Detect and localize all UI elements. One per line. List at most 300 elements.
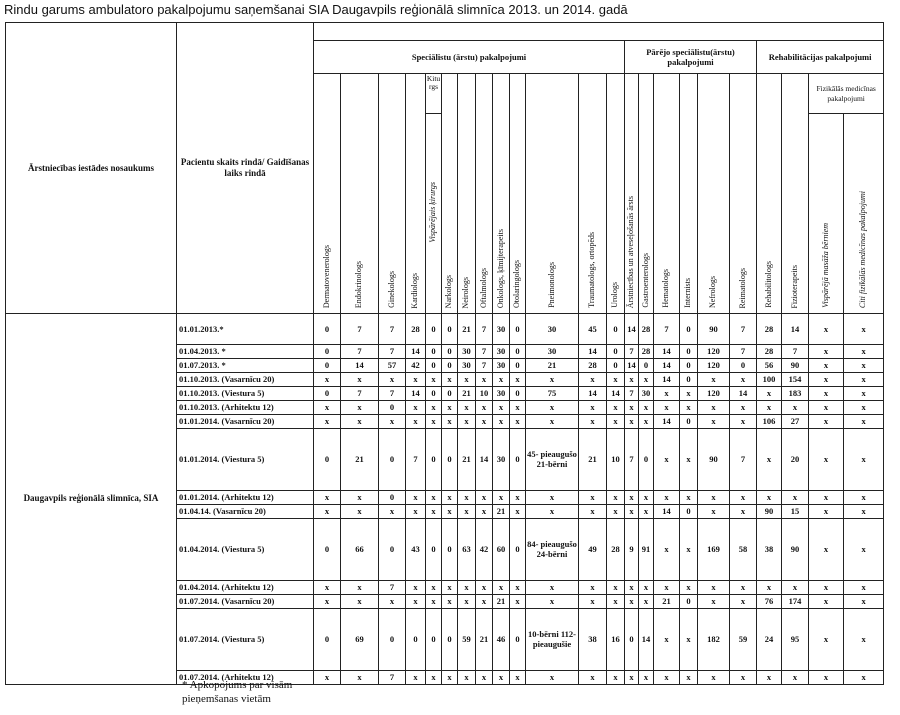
table-cell: x: [426, 671, 442, 685]
table-cell: 59: [458, 609, 476, 671]
table-cell: x: [314, 415, 341, 429]
footnote: [182, 679, 292, 707]
table-cell: 45- pieaugušo 21-bērni: [526, 429, 579, 491]
table-cell: x: [844, 609, 884, 671]
table-cell: x: [442, 581, 458, 595]
table-cell: 90: [757, 505, 782, 519]
table-cell: x: [844, 345, 884, 359]
table-cell: x: [639, 415, 654, 429]
table-cell: 45: [579, 314, 607, 345]
table-cell: x: [607, 415, 625, 429]
table-cell: x: [406, 595, 426, 609]
table-cell: x: [458, 401, 476, 415]
table-cell: x: [654, 609, 680, 671]
table-cell: 69: [341, 609, 379, 671]
kitu-subheader: Kitu rgs: [426, 74, 442, 114]
table-cell: 120: [698, 387, 730, 401]
table-cell: 7: [730, 314, 757, 345]
table-cell: x: [698, 581, 730, 595]
table-cell: x: [458, 491, 476, 505]
table-cell: 120: [698, 359, 730, 373]
table-cell: x: [654, 387, 680, 401]
table-cell: x: [680, 401, 698, 415]
col-header-0: Dermatovenerologs: [314, 74, 341, 314]
table-cell: x: [406, 671, 426, 685]
table-cell: x: [442, 491, 458, 505]
table-cell: x: [476, 491, 493, 505]
row-label: 01.10.2013. (Viestura 5): [177, 387, 314, 401]
table-cell: x: [510, 581, 526, 595]
table-cell: 0: [406, 609, 426, 671]
table-cell: x: [476, 581, 493, 595]
table-cell: x: [406, 491, 426, 505]
table-cell: 21: [493, 595, 510, 609]
table-cell: 0: [510, 314, 526, 345]
table-cell: 0: [442, 387, 458, 401]
table-cell: 30: [458, 345, 476, 359]
table-cell: x: [809, 415, 844, 429]
table-cell: 0: [379, 401, 406, 415]
table-cell: 0: [680, 595, 698, 609]
table-cell: x: [579, 595, 607, 609]
table-cell: 14: [625, 359, 639, 373]
table-cell: 0: [510, 359, 526, 373]
table-cell: x: [406, 505, 426, 519]
table-cell: x: [680, 519, 698, 581]
table-cell: 14: [639, 609, 654, 671]
table-cell: 0: [510, 387, 526, 401]
table-cell: 91: [639, 519, 654, 581]
table-cell: x: [341, 505, 379, 519]
table-cell: 7: [379, 314, 406, 345]
table-cell: 14: [654, 345, 680, 359]
table-cell: 42: [476, 519, 493, 581]
table-cell: 182: [698, 609, 730, 671]
table-cell: 0: [510, 345, 526, 359]
table-cell: 7: [406, 429, 426, 491]
row-label: 01.10.2013. (Arhitektu 12): [177, 401, 314, 415]
table-cell: 21: [458, 429, 476, 491]
table-cell: 0: [607, 314, 625, 345]
table-cell: x: [809, 491, 844, 505]
table-cell: 38: [757, 519, 782, 581]
table-cell: x: [730, 595, 757, 609]
table-cell: 56: [757, 359, 782, 373]
table-cell: 76: [757, 595, 782, 609]
col-header-20: Fizioterapeits: [782, 74, 809, 314]
table-cell: 59: [730, 609, 757, 671]
hospital-name: Daugavpils reģionālā slimnīca, SIA: [6, 314, 177, 685]
table-cell: x: [379, 415, 406, 429]
table-cell: x: [442, 671, 458, 685]
table-cell: 0: [607, 359, 625, 373]
table-cell: 14: [730, 387, 757, 401]
table-cell: x: [442, 415, 458, 429]
table-cell: 30: [493, 387, 510, 401]
table-cell: x: [625, 373, 639, 387]
table-cell: x: [654, 401, 680, 415]
table-cell: 154: [782, 373, 809, 387]
table-cell: x: [526, 415, 579, 429]
table-cell: x: [757, 401, 782, 415]
table-cell: x: [607, 491, 625, 505]
table-cell: x: [314, 401, 341, 415]
table-cell: 14: [625, 314, 639, 345]
table-cell: 21: [341, 429, 379, 491]
table-cell: x: [442, 595, 458, 609]
table-cell: 15: [782, 505, 809, 519]
table-cell: x: [730, 401, 757, 415]
table-cell: 90: [698, 429, 730, 491]
table-cell: x: [607, 595, 625, 609]
table-cell: x: [314, 581, 341, 595]
table-cell: x: [341, 671, 379, 685]
table-cell: 28: [607, 519, 625, 581]
table-cell: x: [757, 581, 782, 595]
table-cell: x: [510, 491, 526, 505]
table-cell: x: [680, 387, 698, 401]
table-cell: x: [730, 671, 757, 685]
table-cell: x: [625, 401, 639, 415]
table-cell: x: [493, 415, 510, 429]
table-cell: x: [476, 505, 493, 519]
table-cell: x: [698, 505, 730, 519]
col-header-1: Endokrinologs: [341, 74, 379, 314]
table-cell: 14: [654, 359, 680, 373]
table-cell: 21: [579, 429, 607, 491]
table-cell: x: [406, 373, 426, 387]
table-cell: x: [639, 595, 654, 609]
table-cell: 0: [314, 359, 341, 373]
col-header-18: Reimatologs: [730, 74, 757, 314]
table-cell: 0: [379, 491, 406, 505]
table-cell: 0: [730, 359, 757, 373]
table-cell: 28: [406, 314, 426, 345]
table-cell: 0: [639, 359, 654, 373]
table-cell: x: [654, 429, 680, 491]
table-cell: 63: [458, 519, 476, 581]
table-cell: x: [698, 415, 730, 429]
table-cell: 43: [406, 519, 426, 581]
table-cell: 30: [526, 345, 579, 359]
table-cell: x: [639, 505, 654, 519]
col-header-11: Traumatologs, ortopēds: [579, 74, 607, 314]
table-cell: x: [510, 505, 526, 519]
table-cell: x: [639, 401, 654, 415]
table-cell: x: [844, 373, 884, 387]
table-cell: 0: [426, 314, 442, 345]
table-cell: 14: [341, 359, 379, 373]
table-cell: 106: [757, 415, 782, 429]
table-cell: 28: [639, 314, 654, 345]
col-header-3: Kardiologs: [406, 74, 426, 314]
table-cell: x: [698, 491, 730, 505]
col-header-13: Ārstniecības un atveseļošanās ārsts: [625, 74, 639, 314]
table-cell: x: [442, 401, 458, 415]
table-cell: x: [526, 491, 579, 505]
table-cell: x: [680, 429, 698, 491]
table-cell: 7: [379, 581, 406, 595]
table-cell: x: [782, 401, 809, 415]
row-label: 01.01.2014. (Vasarnīcu 20): [177, 415, 314, 429]
table-cell: 169: [698, 519, 730, 581]
table-cell: x: [809, 595, 844, 609]
table-cell: x: [730, 415, 757, 429]
table-cell: x: [579, 373, 607, 387]
table-cell: x: [341, 491, 379, 505]
page-title: Rindu garums ambulatoro pakalpojumu saņemšanai SIA Daugavpils reģionālā slimnīca 2013. un 2014. gadā: [4, 2, 628, 17]
table-cell: 0: [379, 609, 406, 671]
table-cell: 30: [493, 359, 510, 373]
table-cell: 0: [607, 345, 625, 359]
rehab-group-header: Rehabilitācijas pakalpojumi: [757, 41, 884, 74]
table-cell: x: [698, 401, 730, 415]
table-cell: 66: [341, 519, 379, 581]
table-cell: 0: [639, 429, 654, 491]
table-cell: 28: [757, 345, 782, 359]
table-cell: 84- pieaugušo 24-bērni: [526, 519, 579, 581]
table-cell: x: [426, 595, 442, 609]
table-cell: x: [654, 671, 680, 685]
table-cell: x: [809, 359, 844, 373]
table-cell: 7: [379, 671, 406, 685]
table-cell: x: [680, 581, 698, 595]
table-cell: 7: [625, 387, 639, 401]
col-header-14: Gastroenterologs: [639, 74, 654, 314]
table-cell: x: [698, 671, 730, 685]
table-cell: x: [406, 415, 426, 429]
col-header-10: Pneimonologs: [526, 74, 579, 314]
table-cell: x: [809, 387, 844, 401]
fiz-subheader: Fizikālās medicīnas pakalpojumi: [809, 74, 884, 114]
table-cell: x: [526, 581, 579, 595]
table-cell: 0: [314, 519, 341, 581]
table-cell: 100: [757, 373, 782, 387]
table-cell: x: [476, 595, 493, 609]
table-cell: x: [680, 609, 698, 671]
table-cell: 0: [510, 429, 526, 491]
table-cell: x: [844, 519, 884, 581]
footnote-line-1: * Apkopojums par visām: [182, 679, 293, 691]
table-cell: 28: [579, 359, 607, 373]
table-cell: x: [458, 581, 476, 595]
table-cell: 14: [406, 387, 426, 401]
table-cell: 27: [782, 415, 809, 429]
table-cell: x: [579, 581, 607, 595]
table-cell: 14: [782, 314, 809, 345]
table-cell: 7: [476, 314, 493, 345]
table-cell: x: [314, 505, 341, 519]
table-cell: 30: [493, 314, 510, 345]
table-cell: 14: [654, 505, 680, 519]
table-cell: 9: [625, 519, 639, 581]
table-cell: x: [579, 401, 607, 415]
table-cell: x: [458, 595, 476, 609]
table-cell: x: [493, 401, 510, 415]
table-cell: x: [625, 671, 639, 685]
table-cell: x: [476, 401, 493, 415]
table-cell: 0: [510, 519, 526, 581]
table-row: [6, 314, 884, 345]
table-cell: x: [844, 491, 884, 505]
table-cell: 14: [579, 345, 607, 359]
table-cell: x: [579, 505, 607, 519]
table-cell: x: [442, 373, 458, 387]
table-cell: x: [476, 671, 493, 685]
table-cell: 20: [782, 429, 809, 491]
table-cell: 75: [526, 387, 579, 401]
table-cell: 10-bērni 112- pieaugušie: [526, 609, 579, 671]
table-cell: 90: [698, 314, 730, 345]
table-cell: 21: [476, 609, 493, 671]
table-cell: 21: [458, 314, 476, 345]
table-cell: 10: [476, 387, 493, 401]
table-cell: 0: [625, 609, 639, 671]
table-cell: 30: [526, 314, 579, 345]
table-cell: x: [579, 415, 607, 429]
table-cell: x: [426, 581, 442, 595]
table-cell: x: [426, 505, 442, 519]
table-cell: 7: [341, 314, 379, 345]
table-cell: x: [625, 491, 639, 505]
table-cell: 30: [493, 429, 510, 491]
table-cell: 0: [442, 359, 458, 373]
table-cell: x: [426, 373, 442, 387]
table-cell: 21: [458, 387, 476, 401]
table-cell: 7: [476, 359, 493, 373]
row-label: 01.01.2013.*: [177, 314, 314, 345]
table-cell: x: [809, 345, 844, 359]
table-cell: x: [844, 415, 884, 429]
table-cell: 0: [680, 314, 698, 345]
col-header-9: Otolaringologs: [510, 74, 526, 314]
table-cell: x: [607, 671, 625, 685]
table-cell: 7: [730, 429, 757, 491]
table-cell: x: [698, 373, 730, 387]
col-header-15: Hematologs: [654, 74, 680, 314]
table-cell: x: [757, 429, 782, 491]
table-cell: 0: [379, 519, 406, 581]
table-cell: x: [406, 401, 426, 415]
table-cell: x: [625, 581, 639, 595]
row-label: 01.01.2014. (Viestura 5): [177, 429, 314, 491]
col-header-21: Vispārējā masāža bērniem: [809, 114, 844, 314]
table-cell: x: [654, 491, 680, 505]
table-cell: 14: [654, 415, 680, 429]
table-cell: x: [426, 491, 442, 505]
table-cell: x: [844, 401, 884, 415]
table-cell: 0: [426, 387, 442, 401]
col-header-7: Oftalmologs: [476, 74, 493, 314]
table-cell: x: [458, 373, 476, 387]
table-cell: 30: [493, 345, 510, 359]
table-cell: 24: [757, 609, 782, 671]
table-cell: 0: [680, 415, 698, 429]
table-cell: 0: [680, 373, 698, 387]
col-header-8: Onkologs, ķīmijterapeits: [493, 74, 510, 314]
table-cell: x: [314, 595, 341, 609]
col-header-5: Narkologs: [442, 74, 458, 314]
table-cell: x: [809, 373, 844, 387]
table-cell: x: [341, 581, 379, 595]
footnote-line-2: pieņemšanas vietām: [182, 692, 271, 705]
table-cell: 183: [782, 387, 809, 401]
row-label: 01.04.14. (Vasarnīcu 20): [177, 505, 314, 519]
col-header-16: Internists: [680, 74, 698, 314]
table-cell: 0: [426, 519, 442, 581]
table-cell: x: [341, 373, 379, 387]
table-cell: x: [607, 581, 625, 595]
table-cell: 14: [476, 429, 493, 491]
table-cell: x: [314, 671, 341, 685]
row-label: 01.07.2014. (Vasarnīcu 20): [177, 595, 314, 609]
table-cell: x: [757, 387, 782, 401]
row-label: 01.07.2014. (Viestura 5): [177, 609, 314, 671]
table-cell: 7: [730, 345, 757, 359]
table-cell: x: [458, 671, 476, 685]
table-cell: 7: [654, 314, 680, 345]
table-cell: x: [809, 609, 844, 671]
row-label: 01.07.2013. *: [177, 359, 314, 373]
table-cell: 30: [458, 359, 476, 373]
table-cell: 7: [379, 387, 406, 401]
table-cell: x: [809, 519, 844, 581]
table-cell: x: [809, 401, 844, 415]
col-header-2: Ginekologs: [379, 74, 406, 314]
table-cell: x: [493, 671, 510, 685]
table-cell: x: [458, 505, 476, 519]
table-cell: x: [844, 387, 884, 401]
table-cell: 95: [782, 609, 809, 671]
table-cell: x: [730, 491, 757, 505]
table-cell: x: [730, 373, 757, 387]
table-cell: x: [510, 373, 526, 387]
specialists-group-header: Speciālistu (ārstu) pakalpojumi: [314, 41, 625, 74]
table-cell: x: [341, 415, 379, 429]
table-cell: 7: [625, 345, 639, 359]
table-cell: x: [314, 373, 341, 387]
header-spacer: [314, 23, 884, 41]
table-cell: x: [526, 373, 579, 387]
table-cell: 0: [510, 609, 526, 671]
table-cell: x: [844, 595, 884, 609]
table-cell: x: [730, 505, 757, 519]
row-label: 01.04.2014. (Arhitektu 12): [177, 581, 314, 595]
table-cell: x: [526, 595, 579, 609]
table-cell: x: [379, 595, 406, 609]
table-cell: x: [510, 401, 526, 415]
table-cell: 0: [442, 519, 458, 581]
col-header-17: Nefrologs: [698, 74, 730, 314]
table-cell: x: [844, 505, 884, 519]
table-cell: 21: [654, 595, 680, 609]
table-cell: x: [442, 505, 458, 519]
table-cell: 7: [341, 387, 379, 401]
table-cell: x: [510, 671, 526, 685]
table-cell: 30: [639, 387, 654, 401]
table-cell: 0: [314, 387, 341, 401]
table-cell: x: [639, 373, 654, 387]
col-header-19: Rehabilitologs: [757, 74, 782, 314]
table-cell: 0: [442, 314, 458, 345]
table-cell: x: [844, 671, 884, 685]
table-cell: x: [379, 505, 406, 519]
table-cell: x: [639, 491, 654, 505]
table-cell: 49: [579, 519, 607, 581]
table-cell: 42: [406, 359, 426, 373]
table-cell: 0: [426, 429, 442, 491]
table-cell: 14: [406, 345, 426, 359]
